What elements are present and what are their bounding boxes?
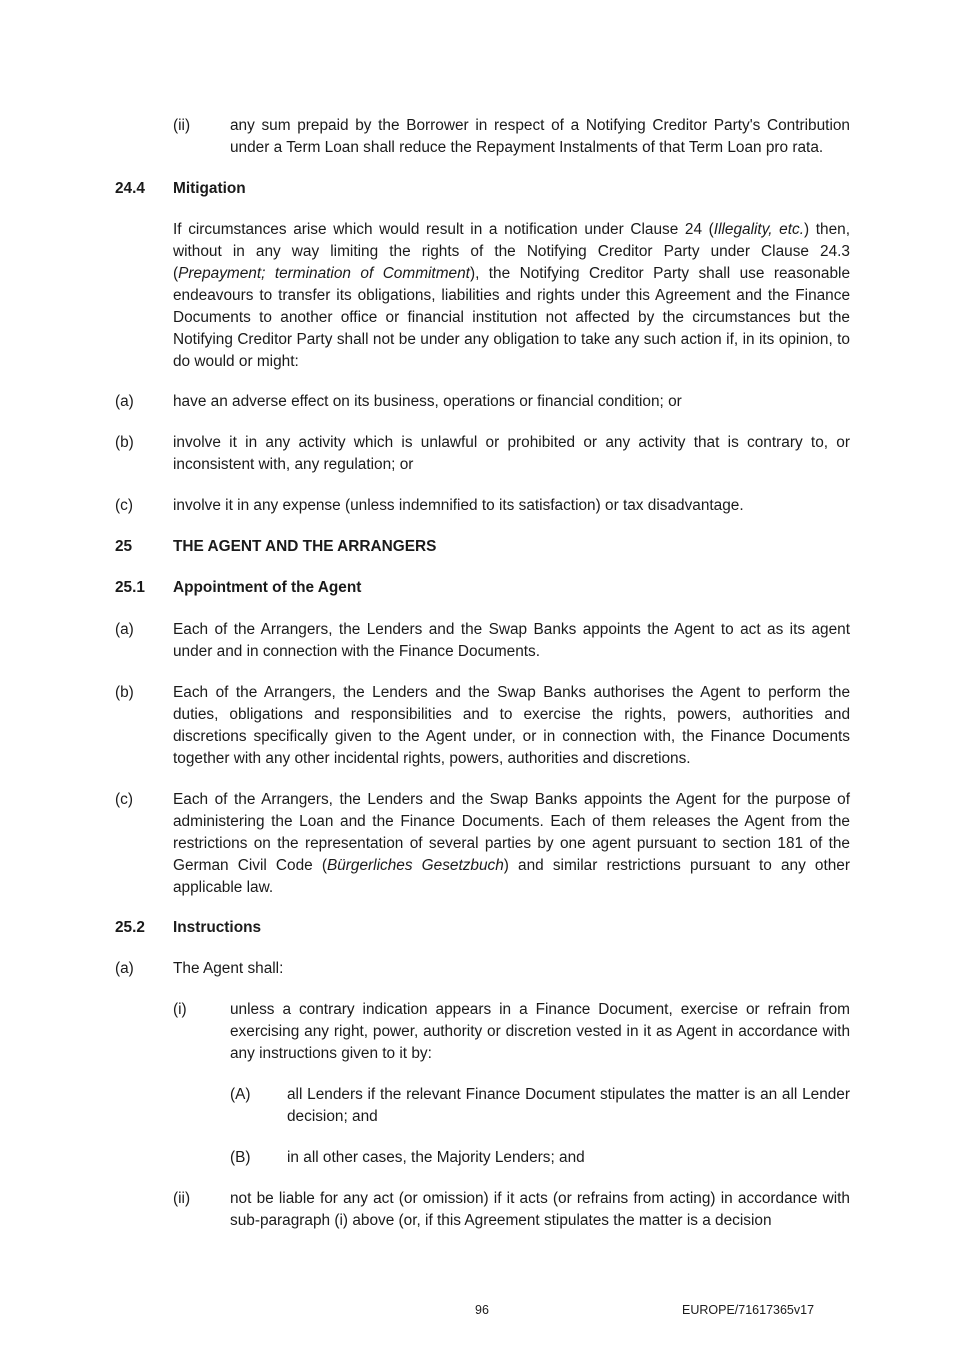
instructions-item-B-label: (B) xyxy=(230,1149,251,1166)
instructions-item-A-text: all Lenders if the relevant Finance Document stipulates the matter is an all Lender decision; and xyxy=(287,1086,850,1125)
instructions-item-i-text: unless a contrary indication appears in a Finance Document, exercise or refrain from exercising any right, power, authority or discretion vested in it as Agent in accordance with any instructions given to it by: xyxy=(230,1001,850,1062)
appointment-item-a-label: (a) xyxy=(115,621,134,638)
appointment-item-a-text: Each of the Arrangers, the Lenders and the Swap Banks appoints the Agent to act as its agent under and in connection with the Finance Documents. xyxy=(173,621,850,660)
section-25-1-title: Appointment of the Agent xyxy=(173,579,362,596)
section-25-title: THE AGENT AND THE ARRANGERS xyxy=(173,538,437,555)
section-25-2-title: Instructions xyxy=(173,919,262,936)
mitigation-item-c-text: involve it in any expense (unless indemnified to its satisfaction) or tax disadvantage. xyxy=(173,497,744,514)
instructions-item-a-text: The Agent shall: xyxy=(173,960,284,977)
mitigation-item-b-label: (b) xyxy=(115,434,134,451)
appointment-item-c-label: (c) xyxy=(115,791,133,808)
document-reference: EUROPE/71617365v17 xyxy=(682,1303,815,1317)
page-number: 96 xyxy=(475,1303,489,1317)
mitigation-item-a-label: (a) xyxy=(115,393,134,410)
instructions-item-B-text: in all other cases, the Majority Lenders; and xyxy=(287,1149,585,1166)
appointment-item-b-text: Each of the Arrangers, the Lenders and the Swap Banks authorises the Agent to perform the duties, obligations and responsibilities and to exercise the rights, powers, authorities and discretions specifically given to the Agent under, or in connection with, the Finance Documents together with any other incidental rights, powers, authorities and discretions. xyxy=(173,684,850,767)
mitigation-item-c-label: (c) xyxy=(115,497,133,514)
appointment-item-b-label: (b) xyxy=(115,684,134,701)
mitigation-item-a-text: have an adverse effect on its business, operations or financial condition; or xyxy=(173,393,682,410)
instructions-item-a-label: (a) xyxy=(115,960,134,977)
top-item-ii-label: (ii) xyxy=(173,117,191,134)
instructions-item-A-label: (A) xyxy=(230,1086,251,1103)
section-25-1-number: 25.1 xyxy=(115,579,145,596)
section-25-2-number: 25.2 xyxy=(115,919,145,936)
section-24-4-number: 24.4 xyxy=(115,180,145,197)
mitigation-item-b-text: involve it in any activity which is unlawful or prohibited or any activity that is contrary to, or inconsistent with, any regulation; or xyxy=(173,434,850,473)
section-25-number: 25 xyxy=(115,538,133,555)
section-24-4-title: Mitigation xyxy=(173,180,246,197)
instructions-item-ii-label: (ii) xyxy=(173,1190,191,1207)
instructions-item-ii-text: not be liable for any act (or omission) if it acts (or refrains from acting) in accordance with sub-paragraph (i) above (or, if this Agreement stipulates the matter is a decision xyxy=(230,1190,850,1229)
instructions-item-i-label: (i) xyxy=(173,1001,187,1018)
section-24-4-body: If circumstances arise which would result in a notification under Clause 24 (Illegality, etc.) then, without in any way limiting the rights of the Notifying Creditor Party under Clause 24.3 (Prepayment; termination of Commitment), the Notifying Creditor Party shall use reasonable endeavours to transfer its obligations, liabilities and rights under this Agreement and the Finance Documents to another office or financial institution not affected by the circumstances but the Notifying Creditor Party shall not be under any obligation to take any such action if, in its opinion, to do would or might: xyxy=(173,221,850,370)
appointment-item-c-text: Each of the Arrangers, the Lenders and the Swap Banks appoints the Agent for the purpose of administering the Loan and the Finance Documents. Each of them releases the Agent from the restrictions on the representation of several parties by one agent pursuant to section 181 of the German Civil Code (Bürgerliches Gesetzbuch) and similar restrictions pursuant to any other applicable law. xyxy=(173,791,850,896)
top-item-ii-text: any sum prepaid by the Borrower in respect of a Notifying Creditor Party's Contribution under a Term Loan shall reduce the Repayment Instalments of that Term Loan pro rata. xyxy=(230,117,850,156)
